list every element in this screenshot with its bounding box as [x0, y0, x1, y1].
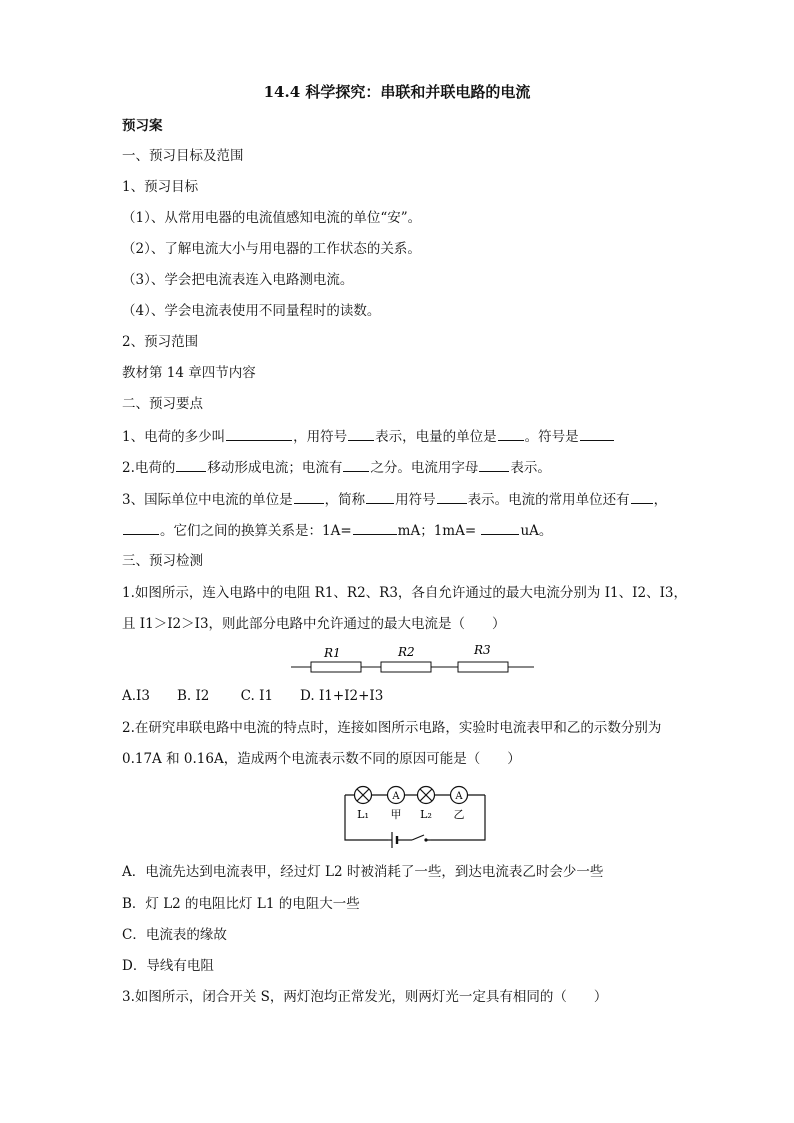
resistor-diagram: [288, 641, 538, 681]
fill-blank[interactable]: [437, 490, 467, 504]
label-jia: 甲: [390, 808, 402, 821]
subheading-goals: 1、预习目标: [122, 179, 199, 195]
key-point-1: 1、电荷的多少叫 ，用符号 表示，电量的单位是 。符号是: [122, 427, 615, 446]
q3-line-1: 3.如图所示，闭合开关 S，两灯泡均正常发光，则两灯光一定具有相同的（ ）: [122, 989, 608, 1005]
q1-line-2: 且 I1＞I2＞I3，则此部分电路中允许通过的最大电流是（ ）: [122, 616, 506, 632]
fill-blank[interactable]: [294, 490, 324, 504]
q1-options: A.I3 B. I2 C. I1 D. I1+I2+I3: [122, 688, 384, 704]
key-point-3-cont: 。它们之间的换算关系是：1A= mA；1mA= uA。: [122, 521, 552, 540]
ammeter-yi-icon: [451, 787, 468, 804]
q1-line-1: 1.如图所示，连入电路中的电阻 R1、R2、R3，各自允许通过的最大电流分别为 I1、I2、I3，: [122, 585, 687, 601]
fill-blank[interactable]: [343, 458, 369, 472]
resistor-r3: [458, 662, 508, 672]
section-header: 预习案: [122, 118, 163, 134]
heading-key-points: 二、预习要点: [122, 396, 203, 412]
q2-option-c: C．电流表的缘故: [122, 927, 227, 943]
q2-line-1: 2.在研究串联电路中电流的特点时，连接如图所示电路，实验时电流表甲和乙的示数分别为: [122, 720, 662, 736]
q2-line-2: 0.17A 和 0.16A，造成两个电流表示数不同的原因可能是（ ）: [122, 751, 521, 767]
switch-icon: [412, 835, 431, 842]
lamp-l2-icon: [418, 787, 435, 804]
goal-1: （1）、从常用电器的电流值感知电流的单位“安”。: [122, 210, 422, 226]
label-r1: R1: [324, 646, 341, 660]
goal-3: （3）、学会把电流表连入电路测电流。: [122, 272, 354, 288]
fill-blank[interactable]: [580, 427, 614, 441]
q2-option-d: D．导线有电阻: [122, 958, 214, 974]
heading-objectives: 一、预习目标及范围: [122, 148, 244, 164]
fill-blank[interactable]: [366, 490, 394, 504]
series-circuit-diagram: [340, 776, 490, 848]
key-point-2: 2.电荷的 移动形成电流；电流有 之分。电流用字母 表示。: [122, 460, 551, 476]
q2-option-b: B．灯 L2 的电阻比灯 L1 的电阻大一些: [122, 896, 360, 912]
label-yi: 乙: [453, 808, 465, 821]
fill-blank[interactable]: [631, 490, 653, 504]
fill-blank[interactable]: [176, 458, 206, 472]
fill-blank[interactable]: [481, 521, 519, 535]
fill-blank[interactable]: [353, 521, 397, 535]
lamp-l1-icon: [355, 787, 372, 804]
resistor-r2: [381, 662, 431, 672]
goal-2: （2）、了解电流大小与用电器的工作状态的关系。: [122, 241, 421, 257]
goal-4: （4）、学会电流表使用不同量程时的读数。: [122, 303, 381, 319]
fill-blank[interactable]: [348, 427, 374, 441]
resistor-r1: [311, 662, 361, 672]
heading-check: 三、预习检测: [122, 553, 203, 569]
fill-blank[interactable]: [226, 427, 292, 441]
ammeter-jia-icon: [388, 787, 405, 804]
q2-option-a: A．电流先达到电流表甲，经过灯 L2 时被消耗了一些，到达电流表乙时会少一些: [122, 864, 604, 880]
fill-blank[interactable]: [479, 458, 509, 472]
fill-blank[interactable]: [498, 427, 524, 441]
label-l1: L₁: [357, 808, 369, 821]
label-r2: R2: [398, 645, 415, 659]
scope-text: 教材第 14 章四节内容: [122, 365, 256, 381]
page-title: 14.4 科学探究：串联和并联电路的电流: [263, 83, 531, 101]
fill-blank[interactable]: [123, 521, 159, 535]
subheading-scope: 2、预习范围: [122, 334, 199, 350]
label-l2: L₂: [420, 808, 432, 821]
battery-icon: [388, 832, 412, 848]
svg-text:A: A: [392, 791, 400, 802]
key-point-3: 3、国际单位中电流的单位是 ，简称 用符号 表示。电流的常用单位还有 ，: [122, 492, 668, 508]
svg-text:A: A: [455, 791, 463, 802]
label-r3: R3: [474, 643, 491, 657]
